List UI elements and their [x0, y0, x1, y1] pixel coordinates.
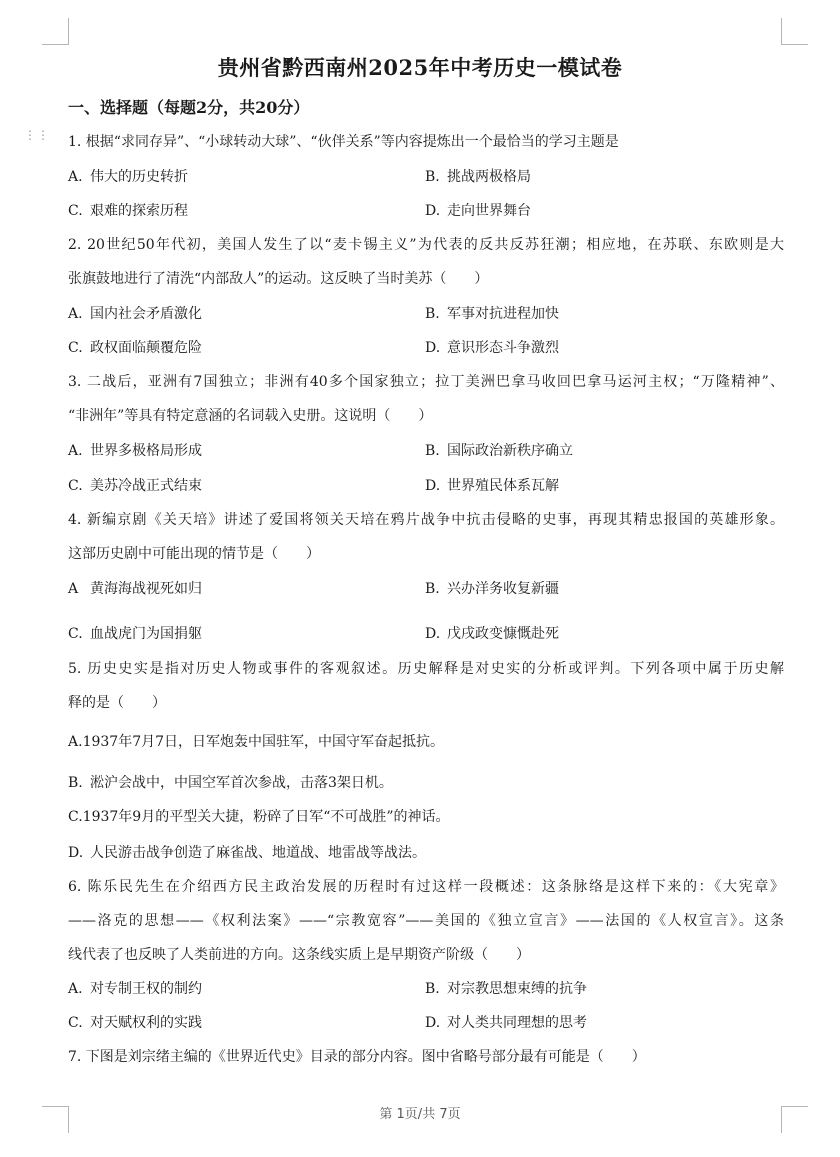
question-6-text-line-3: 线代表了也反映了人类前进的方向。这条线实质上是早期资产阶级（ ） [68, 947, 530, 963]
question-4-option-c: C. 血战虎门为国捐躯 [68, 626, 202, 642]
crop-mark-top-left [42, 18, 69, 45]
question-5-option-c: C.1937年9月的平型关大捷，粉碎了日军“不可战胜”的神话。 [68, 809, 450, 825]
question-6-option-d: D. 对人类共同理想的思考 [425, 1015, 587, 1031]
question-5-text-line-1: 5. 历史史实是指对历史人物或事件的客观叙述。历史解释是对史实的分析或评判。下列各项中属于历史解 [68, 661, 784, 677]
crop-mark-top-right [781, 18, 808, 45]
question-5-option-d: D. 人民游击战争创造了麻雀战、地道战、地雷战等战法。 [68, 845, 426, 861]
question-7-text: 7. 下图是刘宗绪主编的《世界近代史》目录的部分内容。图中省略号部分最有可能是（ ） [68, 1049, 646, 1065]
question-6-text-line-1: 6. 陈乐民先生在介绍西方民主政治发展的历程时有过这样一段概述：这条脉络是这样下来的：《大宪章》 [68, 879, 784, 895]
question-4-text-line-1: 4. 新编京剧《关天培》讲述了爱国将领关天培在鸦片战争中抗击侵略的史事，再现其精忠报国的英雄形象。 [68, 512, 784, 528]
question-6-option-c: C. 对天赋权利的实践 [68, 1015, 202, 1031]
question-1-option-d: D. 走向世界舞台 [425, 203, 531, 219]
question-1-text: 1. 根据“求同存异”、“小球转动大球”、“伙伴关系”等内容提炼出一个最恰当的学习主题是 [68, 134, 619, 150]
question-6-option-b: B. 对宗教思想束缚的抗争 [425, 981, 587, 997]
question-2-option-b: B. 军事对抗进程加快 [425, 306, 559, 322]
question-2-text-line-2: 张旗鼓地进行了清洗“内部敌人”的运动。这反映了当时美苏（ ） [68, 271, 489, 287]
question-3-option-c: C. 美苏冷战正式结束 [68, 478, 202, 494]
question-4-option-d: D. 戊戌政变慷慨赴死 [425, 626, 559, 642]
question-3-text-line-1: 3. 二战后，亚洲有7国独立；非洲有40多个国家独立；拉丁美洲巴拿马收回巴拿马运河主权；“万隆精神”、 [68, 374, 784, 390]
page-title: 贵州省黔西南州2025年中考历史一模试卷 [217, 55, 623, 80]
question-3-option-a: A. 世界多极格局形成 [68, 443, 202, 459]
question-5-option-a: A.1937年7月7日，日军炮轰中国驻军，中国守军奋起抵抗。 [68, 734, 445, 750]
question-2-option-c: C. 政权面临颠覆危险 [68, 340, 202, 356]
question-2-option-a: A. 国内社会矛盾激化 [68, 306, 202, 322]
question-3-text-line-2: “非洲年”等具有特定意涵的名词载入史册。这说明（ ） [68, 408, 433, 424]
question-6-text-line-2: ——洛克的思想——《权利法案》——“宗教宽容”——美国的《独立宣言》——法国的《人权宣言》。这条 [68, 913, 784, 929]
question-1-option-c: C. 艰难的探索历程 [68, 203, 188, 219]
question-3-option-b: B. 国际政治新秩序确立 [425, 443, 573, 459]
page-footer: 第 1页/共 7页 [379, 1107, 461, 1122]
question-6-option-a: A. 对专制王权的制约 [68, 981, 202, 997]
question-1-option-b: B. 挑战两极格局 [425, 169, 531, 185]
question-4-text-line-2: 这部历史剧中可能出现的情节是（ ） [68, 546, 320, 562]
question-5-option-b: B. 淞沪会战中，中国空军首次参战，击落3架日机。 [68, 775, 393, 791]
question-2-option-d: D. 意识形态斗争激烈 [425, 340, 559, 356]
question-2-text-line-1: 2. 20世纪50年代初，美国人发生了以“麦卡锡主义”为代表的反共反苏狂潮；相应地，在苏联、东欧则是大 [68, 237, 784, 253]
question-4-option-a: A 黄海海战视死如归 [68, 581, 202, 597]
question-4-option-b: B. 兴办洋务收复新疆 [425, 581, 559, 597]
drag-handle-icon[interactable]: ⋮⋮ [24, 128, 50, 142]
question-5-text-line-2: 释的是（ ） [68, 695, 166, 711]
question-1-option-a: A. 伟大的历史转折 [68, 169, 188, 185]
question-3-option-d: D. 世界殖民体系瓦解 [425, 478, 559, 494]
section-heading: 一、选择题（每题2分，共20分） [68, 98, 310, 117]
